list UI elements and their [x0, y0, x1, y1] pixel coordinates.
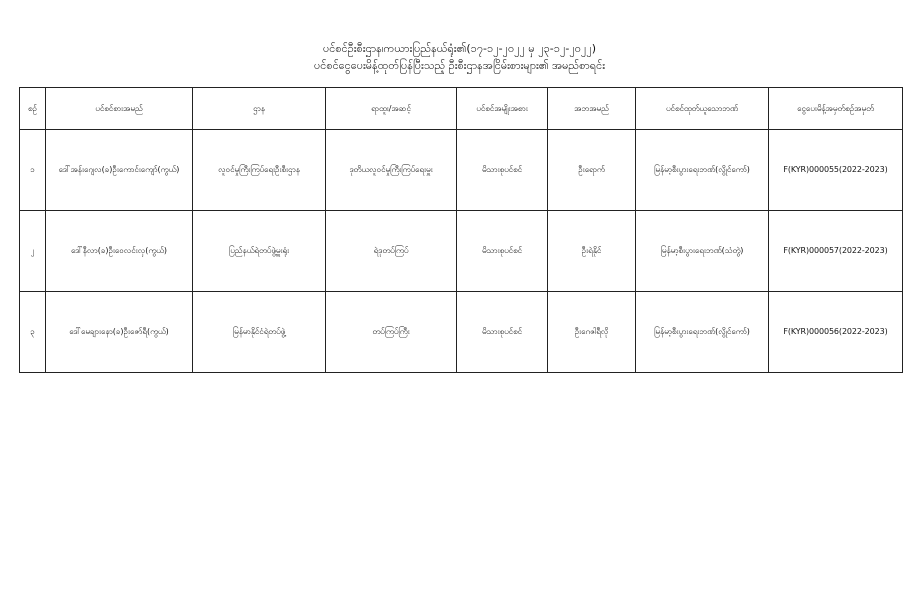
header-department: ဌာန [193, 88, 326, 130]
table-header-row [20, 88, 903, 130]
cell-pensioner-name: ဒေါ်နီလာ(ခ)ဦးဝေလင်းလှ(ကွယ်) [46, 211, 193, 292]
document-title [0, 40, 919, 74]
header-bank: ပင်စင်ထုတ်ယူသောဘဏ် [636, 88, 769, 130]
header-father-name: အဘအမည် [548, 88, 636, 130]
cell-pensioner-name: ဒေါ်မေချားနော(ခ)ဦးဇော်ရီ(ကွယ်) [46, 292, 193, 373]
cell-father-name: ဦးရောက် [548, 130, 636, 211]
cell-rank: ဒုတိယလူဝင်မှုကြီးကြပ်ရေးမှူး [326, 130, 457, 211]
cell-order-number: F(KYR)000057(2022-2023) [769, 211, 903, 292]
cell-serial: ၃ [20, 292, 46, 373]
title-line-2: ပင်စင်ငွေပေးမိန့်ထုတ်ပြန်ပြီးသည့် ဦးစီးဌာနအငြိမ်းစားများ၏ အမည်စာရင်း [314, 59, 605, 72]
header-serial: စဉ် [20, 88, 46, 130]
cell-pension-type: မိသားစုပင်စင် [457, 130, 548, 211]
table-row [20, 211, 903, 292]
cell-rank: ရဲဒုတပ်ကြပ် [326, 211, 457, 292]
cell-department: ပြည်နယ်ရဲတပ်ဖွဲ့မှူးရုံး [193, 211, 326, 292]
cell-pensioner-name: ဒေါ်အန်းဂျေလ(ခ)ဦးကောင်းကျော်(ကွယ်) [46, 130, 193, 211]
cell-bank: မြန်မာ့စီးပွားရေးဘဏ်(လွိုင်ကော်) [636, 292, 769, 373]
cell-father-name: ဦးရဲနိုင် [548, 211, 636, 292]
table-row [20, 130, 903, 211]
pension-register-table [19, 87, 903, 373]
cell-bank: မြန်မာ့စီးပွားရေးဘဏ်(လွိုင်ကော်) [636, 130, 769, 211]
header-order-number: ငွေပေးမိန့်အမှတ်စဉ်အမှတ် [769, 88, 903, 130]
header-rank: ရာထူး/အဆင့် [326, 88, 457, 130]
cell-father-name: ဦးဂေဇါရီလို [548, 292, 636, 373]
cell-order-number: F(KYR)000056(2022-2023) [769, 292, 903, 373]
title-line-1: ပင်စင်ဦးစီးဌာန၊ကယားပြည်နယ်ရုံး၏(၁၇-၁၂-၂၀၂၂ မှ ၂၃-၁၂-၂၀၂၂) [322, 42, 597, 55]
cell-order-number: F(KYR)000055(2022-2023) [769, 130, 903, 211]
cell-serial: ၂ [20, 211, 46, 292]
header-pension-type: ပင်စင်အမျိုးအစား [457, 88, 548, 130]
table-row [20, 292, 903, 373]
cell-pension-type: မိသားစုပင်စင် [457, 211, 548, 292]
header-pensioner-name: ပင်စင်စားအမည် [46, 88, 193, 130]
cell-pension-type: မိသားစုပင်စင် [457, 292, 548, 373]
cell-serial: ၁ [20, 130, 46, 211]
cell-department: လူဝင်မှုကြီးကြပ်ရေးဦးစီးဌာန [193, 130, 326, 211]
cell-department: မြန်မာနိုင်ငံရဲတပ်ဖွဲ့ [193, 292, 326, 373]
cell-bank: မြန်မာ့စီးပွားရေးဘဏ်(သံတွဲ) [636, 211, 769, 292]
cell-rank: တပ်ကြပ်ကြီး [326, 292, 457, 373]
